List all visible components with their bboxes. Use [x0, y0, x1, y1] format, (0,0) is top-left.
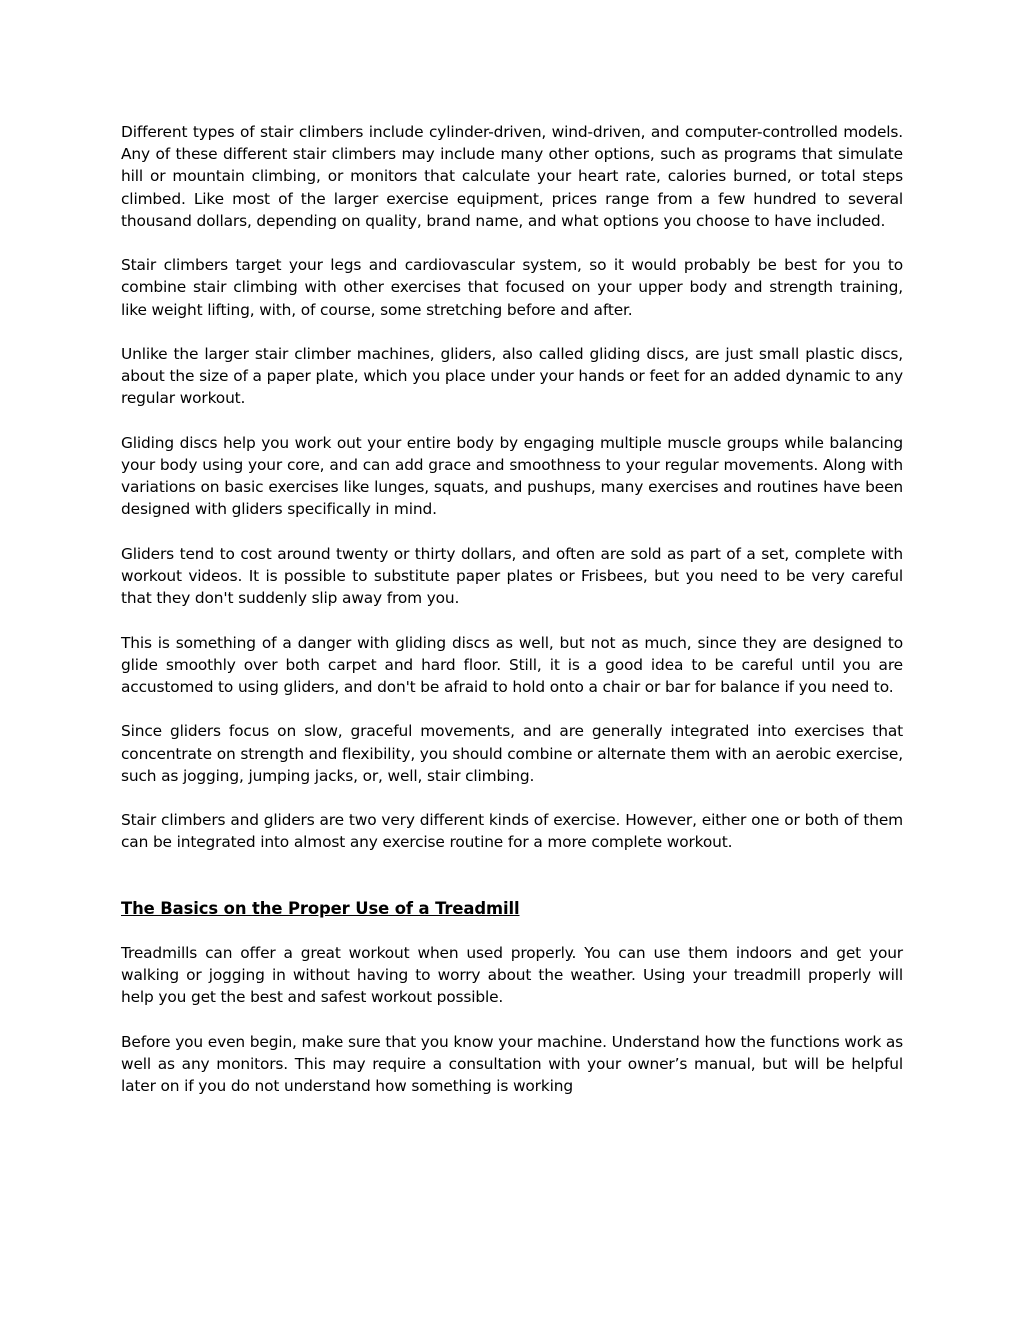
- paragraph-treadmill-intro: Treadmills can offer a great workout when used properly. You can use them indoors and get your walking or jogging in without having to worry about the weather. Using your treadmill properly will help you get the best and safest workout possible.: [121, 943, 903, 1007]
- paragraph-treadmill-know-machine: Before you even begin, make sure that you know your machine. Understand how the functions work as well as any monitors. This may require a consultation with your owner’s manual, but will be helpful later on if you do not understand how something is working: [121, 1032, 903, 1096]
- paragraph-conclusion: Stair climbers and gliders are two very different kinds of exercise. However, either one or both of them can be integrated into almost any exercise routine for a more complete workout.: [121, 811, 903, 852]
- paragraph-stair-climber-types: Different types of stair climbers include cylinder-driven, wind-driven, and computer-controlled models. Any of these different stair climbers may include many other options, such as programs that simulate hill or mountain climbing, or monitors that calculate your heart rate, calories burned, or total steps climbed. Like most of the larger exercise equipment, prices range from a few hundred to several thousand dollars, depending on quality, brand name, and what options you choose to have included.: [121, 123, 903, 230]
- document-page: [121, 121, 903, 1120]
- paragraph-gliding-discs-benefits: Gliding discs help you work out your entire body by engaging multiple muscle groups while balancing your body using your core, and can add grace and smoothness to your regular movements. Along with variations on basic exercises like lunges, squats, and pushups, many exercises and routines have been designed with gliders specifically in mind.: [121, 433, 903, 519]
- paragraph-gliders-intro: Unlike the larger stair climber machines, gliders, also called gliding discs, are just small plastic discs, about the size of a paper plate, which you place under your hands or feet for an added dynamic to any regular workout.: [121, 345, 903, 408]
- paragraph-gliders-danger: This is something of a danger with gliding discs as well, but not as much, since they are designed to glide smoothly over both carpet and hard floor. Still, it is a good idea to be careful until you are accustomed to using gliders, and don't be afraid to hold onto a chair or bar for balance if you need to.: [121, 633, 903, 696]
- paragraph-gliders-cost: Gliders tend to cost around twenty or thirty dollars, and often are sold as part of a set, complete with workout videos. It is possible to substitute paper plates or Frisbees, but you need to be very careful that they don't suddenly slip away from you.: [121, 544, 903, 608]
- section-heading: The Basics on the Proper Use of a Treadmill: [121, 898, 520, 918]
- paragraph-gliders-combine: Since gliders focus on slow, graceful movements, and are generally integrated into exercises that concentrate on strength and flexibility, you should combine or alternate them with an aerobic exercise, such as jogging, jumping jacks, or, well, stair climbing.: [121, 722, 903, 785]
- paragraph-stair-climber-targets: Stair climbers target your legs and cardiovascular system, so it would probably be best for you to combine stair climbing with other exercises that focused on your upper body and strength training, like weight lifting, with, of course, some stretching before and after.: [121, 256, 903, 319]
